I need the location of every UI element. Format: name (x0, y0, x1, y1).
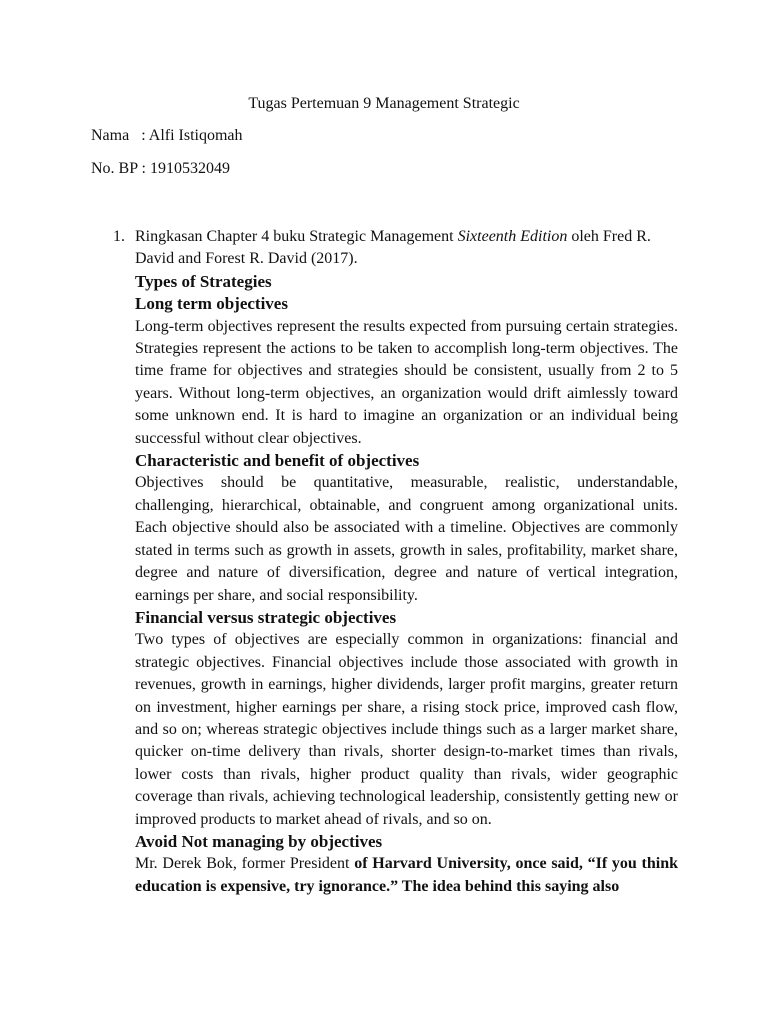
intro-author: oleh Fred R. David and Forest R. David (2017). (135, 228, 651, 268)
student-name: Nama : Alfi Istiqomah (91, 127, 243, 144)
intro-text: Ringkasan Chapter 4 buku Strategic Management (135, 228, 458, 245)
heading-long-term-objectives: Long term objectives (135, 294, 288, 314)
intro-edition: Sixteenth Edition (457, 228, 568, 245)
paragraph-financial-vs-strategic: Two types of objectives are especially common in organizations: financial and strategic objectives. Financial objectives include those associated with growth in revenues, growth in earnings, higher dividends, larger profit margins, greater return on investment, higher earnings per share, a rising stock price, improved cash flow, and so on; whereas strategic objectives include things such as a larger market share, quicker on-time delivery than rivals, shorter design-to-market times than rivals, lower costs than rivals, higher product quality than rivals, wider geographic coverage than rivals, achieving technological leadership, consistently getting new or improved products to market ahead of rivals, and so on. (135, 631, 678, 828)
list-number: 1. (113, 228, 125, 245)
item-intro (135, 226, 678, 271)
heading-financial-vs-strategic: Financial versus strategic objectives (135, 607, 397, 627)
document-title: Tugas Pertemuan 9 Management Strategic (248, 95, 520, 112)
list-item-body (135, 226, 678, 898)
heading-types-of-strategies: Types of Strategies (135, 271, 272, 291)
quote-intro: Mr. Derek Bok, former President (135, 855, 355, 873)
student-bp-number: No. BP : 1910532049 (91, 160, 230, 177)
paragraph-characteristic-benefit: Objectives should be quantitative, measurable, realistic, understandable, challenging, hierarchical, obtainable, and congruent among organizational units. Each objective should also be associated with a timeline. Objectives are commonly stated in terms such as growth in assets, growth in sales, profitability, market share, degree and nature of diversification, degree and nature of vertical integration, earnings per share, and social responsibility. (135, 474, 678, 604)
heading-avoid-not-managing: Avoid Not managing by objectives (135, 831, 383, 851)
heading-characteristic-benefit: Characteristic and benefit of objectives (135, 451, 420, 471)
quote-bold: of Harvard University, once said, “If you think education is expensive, try ignorance.” The idea behind this saying also (135, 855, 679, 895)
paragraph-long-term-objectives: Long-term objectives represent the results expected from pursuing certain strategies. Strategies represent the actions to be taken to accomplish long-term objectives. The time frame for objectives and strategies should be consistent, usually from 2 to 5 years. Without long-term objectives, an organization would drift aimlessly toward some unknown end. It is hard to imagine an organization or an individual being successful without clear objectives. (135, 317, 678, 447)
paragraph-avoid-not-managing (135, 853, 678, 898)
